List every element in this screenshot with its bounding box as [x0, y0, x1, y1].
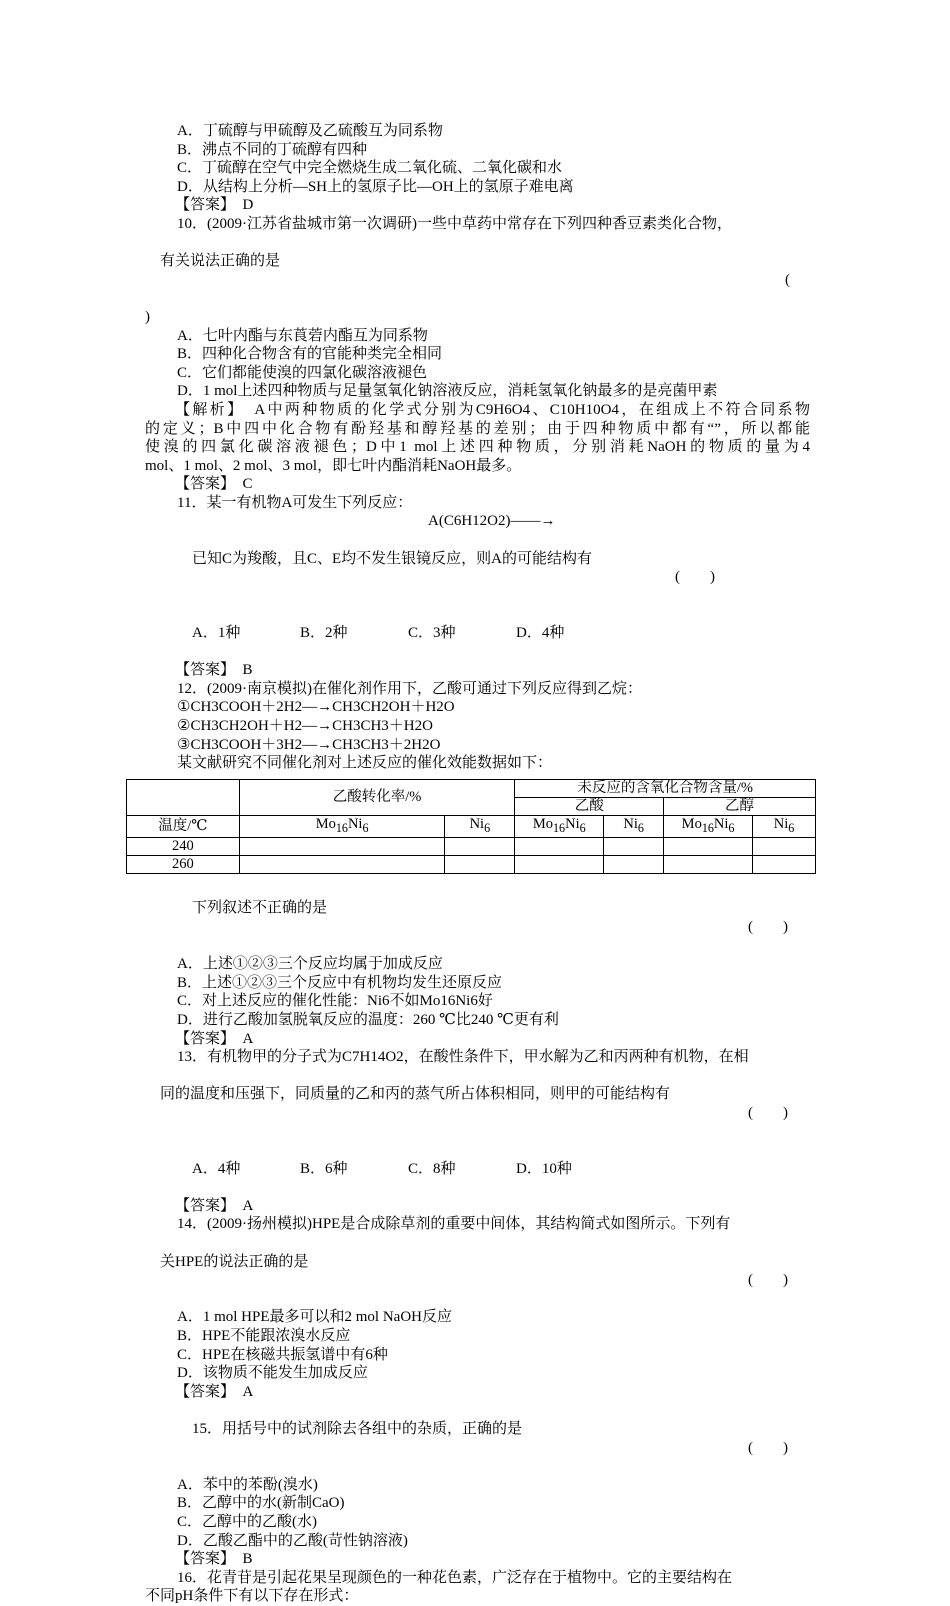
q12-answer: 【答案】 A — [175, 1030, 254, 1047]
q9-option-d: D．从结构上分析—SH上的氢原子比—OH上的氢原子难电离 — [177, 178, 574, 195]
q13-option-d: D．10种 — [516, 1160, 572, 1177]
q10-option-d: D．1 mol上述四种物质与足量氢氧化钠溶液反应，消耗氢氧化钠最多的是亮菌甲素 — [177, 383, 718, 400]
q11-line2: 已知C为羧酸，且C、E均不发生银镜反应，则A的可能结构有 — [192, 550, 593, 567]
q12-bracket: ( ) — [748, 918, 788, 935]
table-conv-header: 乙酸转化率/% — [239, 779, 515, 815]
table-cat-header: $Mo_{16}Ni_6$ — [664, 815, 753, 837]
q10-analysis-line3: 使溴的四氯化碳溶液褪色；D中1 mol上述四种物质，分别消耗NaOH的物质的量为4 — [145, 439, 810, 456]
q10-analysis-line1: 【解析】 A中两种物质的化学式分别为C9H6O4、C10H10O4，在组成上不符合同系物 — [175, 401, 810, 418]
q12-option-a: A．上述①②③三个反应均属于加成反应 — [177, 956, 443, 973]
q12-table-wrap — [145, 779, 810, 881]
q14-answer: 【答案】 A — [175, 1383, 254, 1400]
q10-stem-line1: 10．(2009·江苏省盐城市第一次调研)一些中草药中常存在下列四种香豆素类化合物， — [177, 215, 732, 232]
q12-reaction-2: ②CH3CH2OH＋H2—→CH3CH3＋H2O — [177, 718, 433, 734]
q12-reaction-3: ③CH3COOH＋3H2—→CH3CH3＋2H2O — [177, 736, 441, 753]
q12-question-row — [145, 881, 810, 955]
q10-stem-line2-row — [145, 234, 810, 308]
q9-option-b: B．沸点不同的丁硫醇有四种 — [177, 141, 368, 158]
q15-stem-row — [145, 1401, 810, 1475]
table-corner-cell — [127, 779, 240, 815]
q10-bracket-close: ) — [145, 308, 150, 325]
q14-option-d: D．该物质不能发生加成反应 — [177, 1365, 368, 1382]
table-row — [127, 837, 816, 855]
table-unreacted-header: 未反应的含氧化合物含量/% — [515, 779, 816, 797]
q10-analysis-line2: 的定义；B中四中化合物有酚羟基和醇羟基的差别；由于四种物质中都有“”，所以都能 — [145, 420, 810, 437]
q14-option-b: B．HPE不能跟浓溴水反应 — [177, 1328, 351, 1345]
q11-answer: 【答案】 B — [175, 662, 253, 679]
q12-table-intro: 某文献研究不同催化剂对上述反应的催化效能数据如下： — [177, 755, 553, 772]
q10-option-a: A．七叶内酯与东莨菪内酯互为同系物 — [177, 327, 428, 344]
q15-option-d: D．乙酸乙酯中的乙酸(苛性钠溶液) — [177, 1532, 408, 1549]
table-row — [127, 855, 816, 873]
q11-option-c: C．3种 — [408, 625, 456, 642]
q13-bracket: ( ) — [748, 1104, 788, 1121]
q10-option-c: C．它们都能使溴的四氯化碳溶液褪色 — [177, 364, 428, 381]
q10-analysis-line4: mol、1 mol、2 mol、3 mol，即七叶内酯消耗NaOH最多。 — [145, 457, 522, 474]
table-cat-header: $Ni_6$ — [445, 815, 515, 837]
q9-option-c: C．丁硫醇在空气中完全燃烧生成二氧化硫、二氧化碳和水 — [177, 160, 563, 177]
q11-option-b: B．2种 — [300, 625, 348, 642]
document-page — [145, 122, 810, 1606]
q10-stem-line2: 有关说法正确的是 — [160, 253, 281, 270]
q15-option-a: A．苯中的苯酚(溴水) — [177, 1476, 318, 1493]
q14-line2-row — [145, 1234, 810, 1308]
q11-option-d: D．4种 — [516, 625, 565, 642]
table-temp-header: 温度/℃ — [127, 815, 240, 837]
table-alcohol-header: 乙醇 — [664, 797, 816, 815]
table-temp-cell: 260 — [127, 855, 240, 873]
q11-option-a: A．1种 — [192, 625, 241, 642]
q13-line2: 同的温度和压强下，同质量的乙和丙的蒸气所占体积相同，则甲的可能结构有 — [160, 1086, 671, 1103]
table-temp-cell: 240 — [127, 837, 240, 855]
q13-line1: 13．有机物甲的分子式为C7H14O2，在酸性条件下，甲水解为乙和丙两种有机物，在相 — [177, 1049, 749, 1066]
table-cat-header: $Mo_{16}Ni_6$ — [239, 815, 445, 837]
q9-answer: 【答案】 D — [175, 197, 254, 214]
q12-reaction-1: ①CH3COOH＋2H2—→CH3CH2OH＋H2O — [177, 699, 455, 716]
q12-data-table — [126, 779, 816, 874]
q12-option-d: D．进行乙酸加氢脱氧反应的温度：260 ℃比240 ℃更有利 — [177, 1011, 559, 1028]
table-cat-header: $Ni_6$ — [604, 815, 664, 837]
q16-line1: 16．花青苷是引起花果呈现颜色的一种花色素，广泛存在于植物中。它的主要结构在 — [177, 1569, 733, 1586]
q13-options — [145, 1141, 810, 1197]
q10-bracket-open: ( — [785, 271, 790, 288]
q15-option-b: B．乙醇中的水(新制CaO) — [177, 1495, 345, 1512]
q13-option-a: A．4种 — [192, 1160, 241, 1177]
q12-option-c: C．对上述反应的催化性能：Ni6不如Mo16Ni6好 — [177, 993, 493, 1010]
q14-option-a: A．1 mol HPE最多可以和2 mol NaOH反应 — [177, 1309, 452, 1326]
q13-option-c: C．8种 — [408, 1160, 456, 1177]
q13-line2-row — [145, 1067, 810, 1141]
table-acid-header: 乙酸 — [515, 797, 664, 815]
q15-answer: 【答案】 B — [175, 1551, 253, 1568]
q11-options — [145, 605, 810, 661]
q16-line2: 不同pH条件下有以下存在形式： — [145, 1588, 359, 1605]
q14-bracket: ( ) — [748, 1272, 788, 1289]
q14-line2: 关HPE的说法正确的是 — [160, 1253, 309, 1270]
q15-option-c: C．乙醇中的乙酸(水) — [177, 1513, 317, 1530]
q10-option-b: B．四种化合物含有的官能种类完全相同 — [177, 346, 443, 363]
q9-option-a: A．丁硫醇与甲硫醇及乙硫酸互为同系物 — [177, 123, 443, 139]
q13-answer: 【答案】 A — [175, 1197, 254, 1214]
table-cat-header: $Mo_{16}Ni_6$ — [515, 815, 604, 837]
q11-stem: 11．某一有机物A可发生下列反应： — [177, 494, 413, 511]
table-cat-header: $Ni_6$ — [753, 815, 816, 837]
q11-bracket: ( ) — [675, 569, 715, 586]
q12-option-b: B．上述①②③三个反应中有机物均发生还原反应 — [177, 974, 503, 991]
q11-reaction: A(C6H12O2)——→ — [428, 513, 556, 530]
q14-line1: 14．(2009·扬州模拟)HPE是合成除草剂的重要中间体，其结构简式如图所示。下列有 — [177, 1216, 731, 1233]
q11-line2-row — [145, 531, 810, 605]
q10-answer: 【答案】 C — [175, 476, 253, 493]
q12-stem: 12．(2009·南京模拟)在催化剂作用下，乙酸可通过下列反应得到乙烷： — [177, 680, 642, 697]
q15-stem: 15．用括号中的试剂除去各组中的杂质，正确的是 — [192, 1421, 523, 1437]
q13-option-b: B．6种 — [300, 1160, 348, 1177]
q14-option-c: C．HPE在核磁共振氢谱中有6种 — [177, 1346, 388, 1363]
q12-question: 下列叙述不正确的是 — [192, 900, 328, 917]
q15-bracket: ( ) — [748, 1439, 788, 1456]
